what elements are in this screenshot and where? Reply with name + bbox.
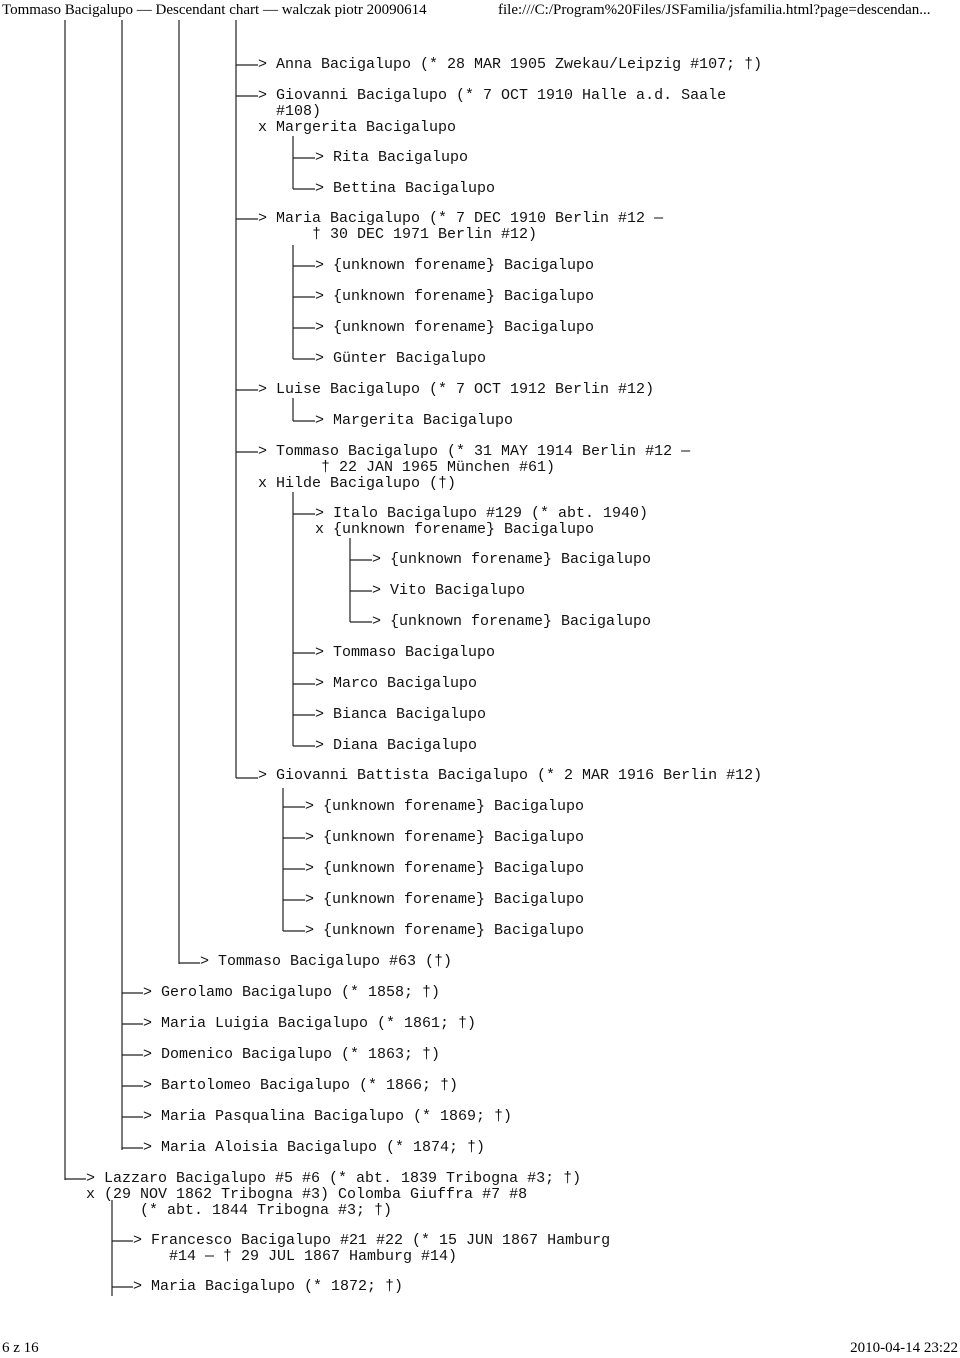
tree-entry: > Vito Bacigalupo: [372, 582, 526, 599]
tree-entry: > Anna Bacigalupo (* 28 MAR 1905 Zwekau/Leipzig #107; †): [258, 56, 763, 73]
tree-entry: > {unknown forename} Bacigalupo: [305, 860, 585, 877]
tree-entry: > Bianca Bacigalupo: [315, 706, 487, 723]
tree-entry: > Giovanni Battista Bacigalupo (* 2 MAR 1916 Berlin #12): [258, 767, 763, 784]
tree-entry: > Luise Bacigalupo (* 7 OCT 1912 Berlin #12): [258, 381, 655, 398]
tree-entry: > Maria Luigia Bacigalupo (* 1861; †): [143, 1015, 477, 1032]
tree-entry: > Rita Bacigalupo: [315, 149, 469, 166]
tree-entry-continuation: † 30 DEC 1971 Berlin #12): [258, 226, 538, 243]
page-number: 6 z 16: [2, 1340, 39, 1356]
tree-entry: > Bettina Bacigalupo: [315, 180, 496, 197]
tree-entry: > Diana Bacigalupo: [315, 737, 478, 754]
tree-entry: > {unknown forename} Bacigalupo: [315, 288, 595, 305]
tree-entry: > Giovanni Bacigalupo (* 7 OCT 1910 Halle a.d. Saale: [258, 87, 727, 104]
tree-entry-continuation: x {unknown forename} Bacigalupo: [315, 521, 595, 538]
tree-entry: > Tommaso Bacigalupo #63 (†): [200, 953, 453, 970]
tree-entry-continuation: x Margerita Bacigalupo: [258, 119, 457, 136]
tree-entry-continuation: x (29 NOV 1862 Tribogna #3) Colomba Giuffra #7 #8: [86, 1186, 528, 1203]
tree-entry: > Maria Pasqualina Bacigalupo (* 1869; †): [143, 1108, 513, 1125]
tree-entry-continuation: † 22 JAN 1965 München #61): [258, 459, 556, 476]
tree-entry: > {unknown forename} Bacigalupo: [305, 891, 585, 908]
tree-entry: > Maria Bacigalupo (* 7 DEC 1910 Berlin #12 —: [258, 210, 664, 227]
tree-entry-continuation: #108): [258, 103, 322, 120]
tree-entry: > {unknown forename} Bacigalupo: [305, 798, 585, 815]
tree-entry: > {unknown forename} Bacigalupo: [315, 257, 595, 274]
tree-entry: > Italo Bacigalupo #129 (* abt. 1940): [315, 505, 649, 522]
tree-entry-continuation: #14 — † 29 JUL 1867 Hamburg #14): [133, 1248, 458, 1265]
tree-entry: > Maria Bacigalupo (* 1872; †): [133, 1278, 404, 1295]
print-timestamp: 2010-04-14 23:22: [850, 1340, 958, 1356]
tree-entry: > Francesco Bacigalupo #21 #22 (* 15 JUN 1867 Hamburg: [133, 1232, 611, 1249]
page-header-title: Tommaso Bacigalupo — Descendant chart — walczak piotr 20090614: [2, 2, 427, 18]
tree-entry: > Tommaso Bacigalupo (* 31 MAY 1914 Berlin #12 —: [258, 443, 691, 460]
tree-entry: > Margerita Bacigalupo: [315, 412, 514, 429]
tree-entry: > Maria Aloisia Bacigalupo (* 1874; †): [143, 1139, 486, 1156]
tree-entry: > {unknown forename} Bacigalupo: [305, 829, 585, 846]
tree-entry: > Tommaso Bacigalupo: [315, 644, 496, 661]
tree-entry-continuation: (* abt. 1844 Tribogna #3; †): [86, 1202, 393, 1219]
tree-entry: > Bartolomeo Bacigalupo (* 1866; †): [143, 1077, 459, 1094]
tree-entry: > Lazzaro Bacigalupo #5 #6 (* abt. 1839 Tribogna #3; †): [86, 1170, 582, 1187]
tree-entry: > Domenico Bacigalupo (* 1863; †): [143, 1046, 441, 1063]
tree-entry: > {unknown forename} Bacigalupo: [372, 551, 652, 568]
tree-entry: > {unknown forename} Bacigalupo: [372, 613, 652, 630]
tree-entry: > {unknown forename} Bacigalupo: [305, 922, 585, 939]
page-header-url: file:///C:/Program%20Files/JSFamilia/jsfamilia.html?page=descendan...: [498, 2, 931, 18]
tree-entry: > Günter Bacigalupo: [315, 350, 487, 367]
tree-entry: > Marco Bacigalupo: [315, 675, 478, 692]
tree-entry: > {unknown forename} Bacigalupo: [315, 319, 595, 336]
tree-entry-continuation: x Hilde Bacigalupo (†): [258, 475, 457, 492]
tree-entry: > Gerolamo Bacigalupo (* 1858; †): [143, 984, 441, 1001]
